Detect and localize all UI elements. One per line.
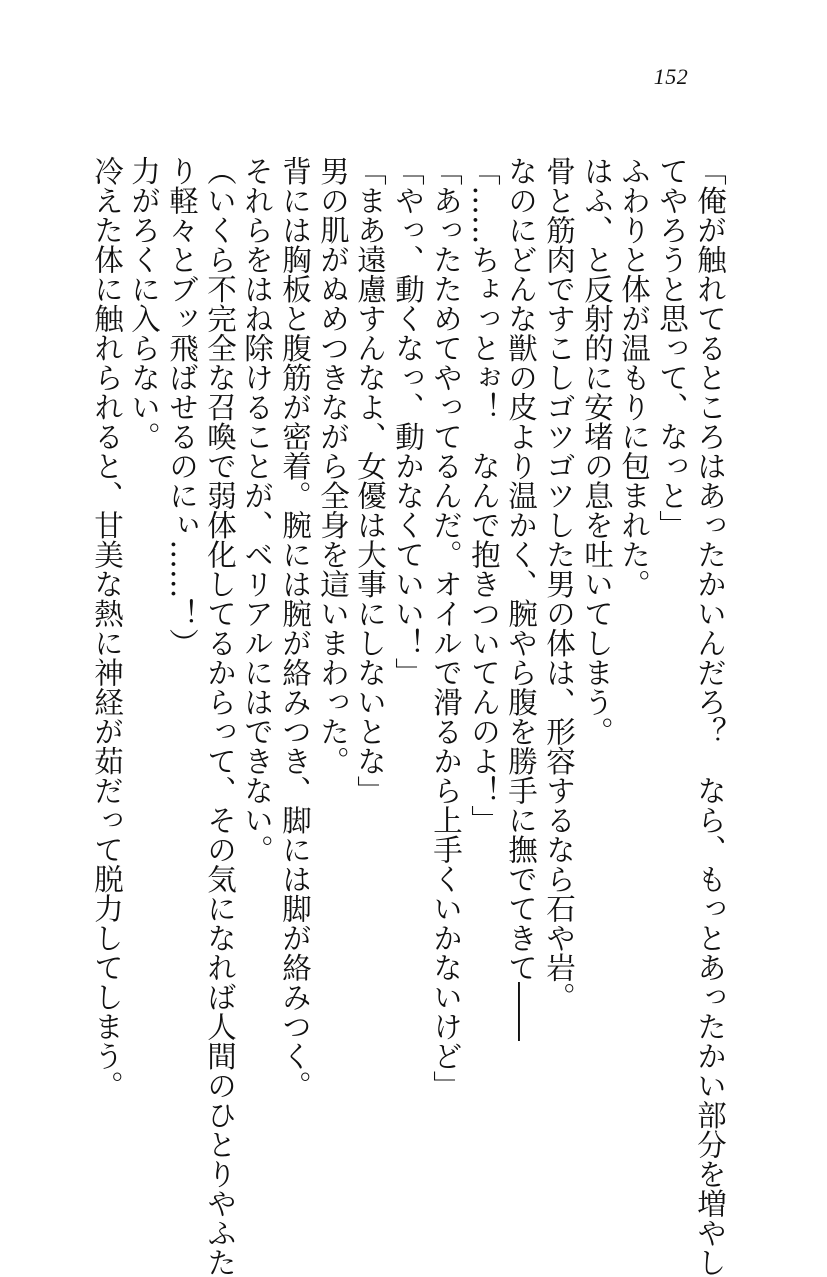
text-line: 「やっ、動くなっ、動かなくていい！」 (391, 156, 425, 687)
text-line: 力がろくに入らない。 (127, 156, 161, 451)
text-line: なのにどんな獣の皮より温かく、腕やら腹を勝手に撫でてきて―― (504, 156, 538, 1041)
text-line: 背には胸板と腹筋が密着。腕には腕が絡みつき、脚には脚が絡みつく。 (278, 156, 312, 1100)
text-line: はふ、と反射的に安堵の息を吐いてしまう。 (580, 156, 614, 746)
text-line: （いくら不完全な召喚で弱体化してるからって、その気になれば人間のひとりやふた (203, 156, 237, 1277)
text-line: てやろうと思って、なっと」 (655, 156, 689, 540)
text-line: 「……ちょっとぉ！ なんで抱きついてんのよ！」 (467, 156, 501, 835)
text-line: 冷えた体に触れられると、甘美な熱に神経が茹だって脱力してしまう。 (90, 156, 124, 1100)
text-line: ふわりと体が温もりに包まれた。 (617, 156, 651, 599)
text-line: 骨と筋肉ですこしゴツゴツした男の体は、形容するなら石や岩。 (542, 156, 576, 1012)
text-line: 男の肌がぬめつきながら全身を這いまわった。 (316, 156, 350, 776)
text-line: 「俺が触れてるところはあったかいんだろ？ なら、もっとあったかい部分を増やし (693, 156, 727, 1277)
vertical-text-block (0, 156, 827, 1277)
page-number: 152 (653, 64, 689, 89)
text-line: 「あったためてやってるんだ。オイルで滑るから上手くいかないけど」 (429, 156, 463, 1100)
text-line: 「まあ遠慮すんなよ、女優は大事にしないとな」 (353, 156, 387, 805)
text-line: それらをはね除けることが、ベリアルにはできない。 (240, 156, 274, 864)
text-line: り軽々とブッ飛ばせるのにぃ……！） (165, 156, 199, 658)
